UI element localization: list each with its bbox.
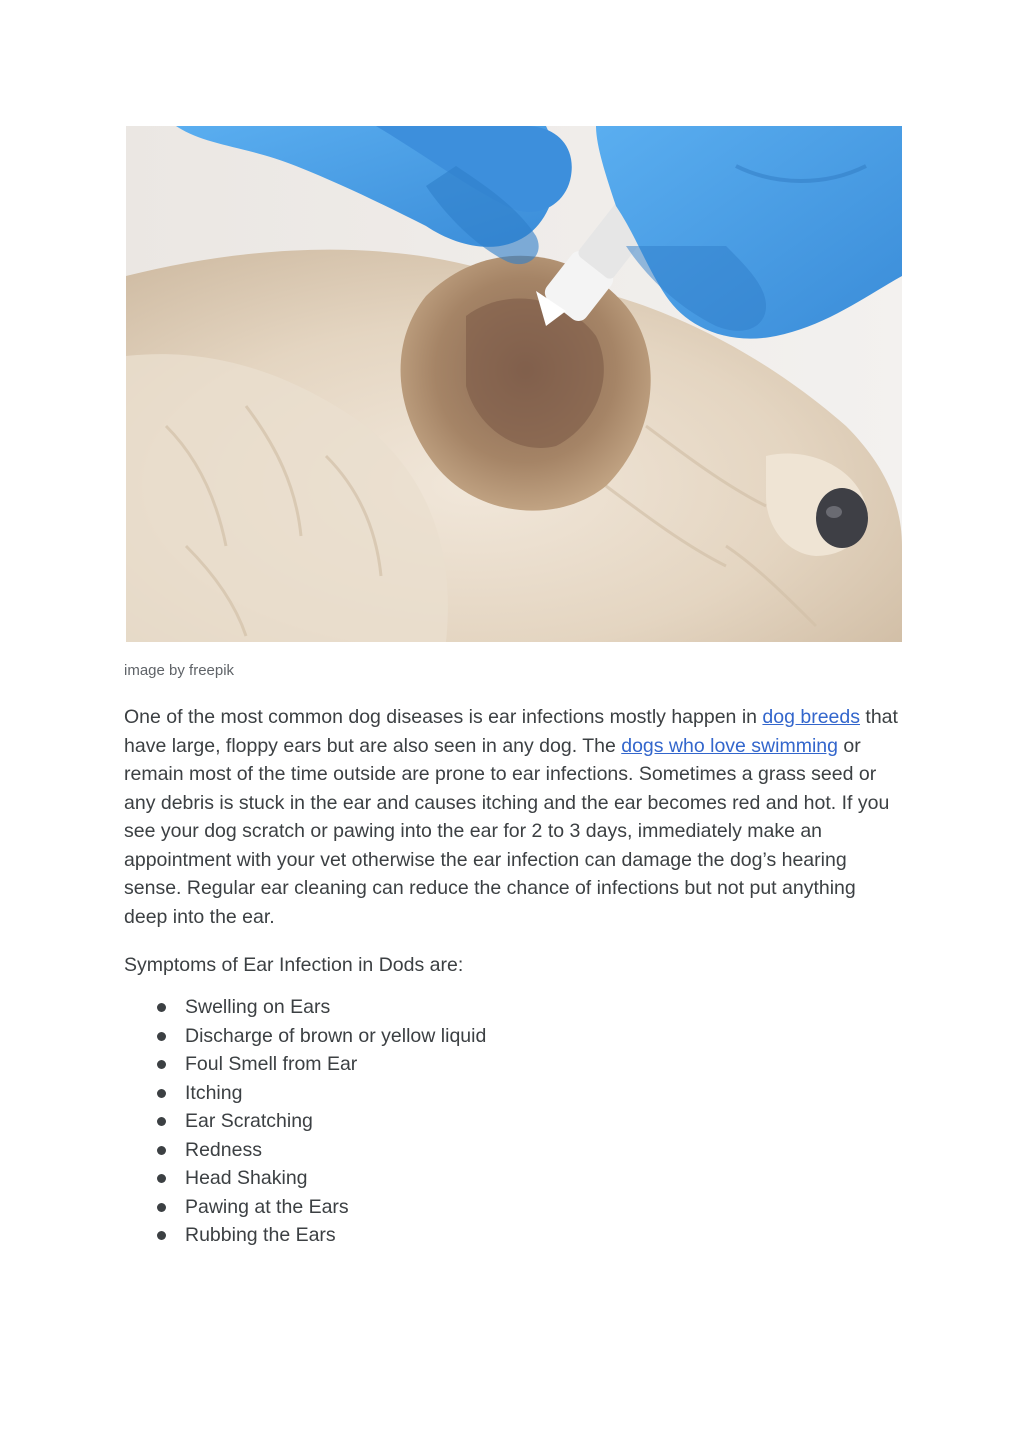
list-item-label: Swelling on Ears — [185, 996, 331, 1018]
bullet-icon — [157, 1203, 166, 1212]
symptoms-list — [124, 993, 486, 1250]
bullet-icon — [157, 1174, 166, 1183]
bullet-icon — [157, 1003, 166, 1012]
paragraph-text-3: or remain most of the time outside are prone to ear infections. Sometimes a grass seed or any debris is stuck in the ear and causes itching and the ear becomes red and hot. If you see your dog scratch or pawing into the ear for 2 to 3 days, immediately make an appointment with your vet otherwise the ear infection can damage the dog’s hearing sense. Regular ear cleaning can reduce the chance of infections but not put anything deep into the ear. — [124, 734, 890, 928]
list-item — [124, 1050, 486, 1079]
list-item — [124, 993, 486, 1022]
dog-ear-drops-photo — [126, 126, 902, 642]
list-item — [124, 1107, 486, 1136]
list-item — [124, 1136, 486, 1165]
list-item-label: Ear Scratching — [185, 1110, 313, 1132]
dogs-who-love-swimming-link[interactable]: dogs who love swimming — [621, 734, 838, 757]
bullet-icon — [157, 1089, 166, 1098]
list-item-label: Head Shaking — [185, 1167, 308, 1189]
paragraph-text-1: One of the most common dog diseases is ear infections mostly happen in — [124, 706, 763, 728]
article-paragraph — [124, 703, 900, 931]
bullet-icon — [157, 1146, 166, 1155]
list-item-label: Discharge of brown or yellow liquid — [185, 1024, 487, 1047]
bullet-icon — [157, 1117, 166, 1126]
list-item — [124, 1022, 486, 1051]
list-item — [124, 1221, 486, 1250]
paragraph-text-2: that have large, floppy ears but are also seen in any dog. The — [124, 706, 898, 757]
list-item — [124, 1079, 486, 1108]
symptoms-heading: Symptoms of Ear Infection in Dods are: — [124, 954, 464, 976]
list-item-label: Rubbing the Ears — [185, 1224, 336, 1246]
list-item-label: Foul Smell from Ear — [185, 1053, 358, 1075]
bullet-icon — [157, 1032, 166, 1041]
list-item-label: Pawing at the Ears — [185, 1195, 349, 1218]
bullet-icon — [157, 1231, 166, 1240]
bullet-icon — [157, 1060, 166, 1069]
list-item-label: Redness — [185, 1138, 262, 1161]
image-caption: image by freepik — [124, 662, 235, 679]
list-item — [124, 1193, 486, 1222]
list-item-label: Itching — [185, 1081, 243, 1104]
list-item — [124, 1164, 486, 1193]
dog-breeds-link[interactable]: dog breeds — [762, 706, 860, 728]
